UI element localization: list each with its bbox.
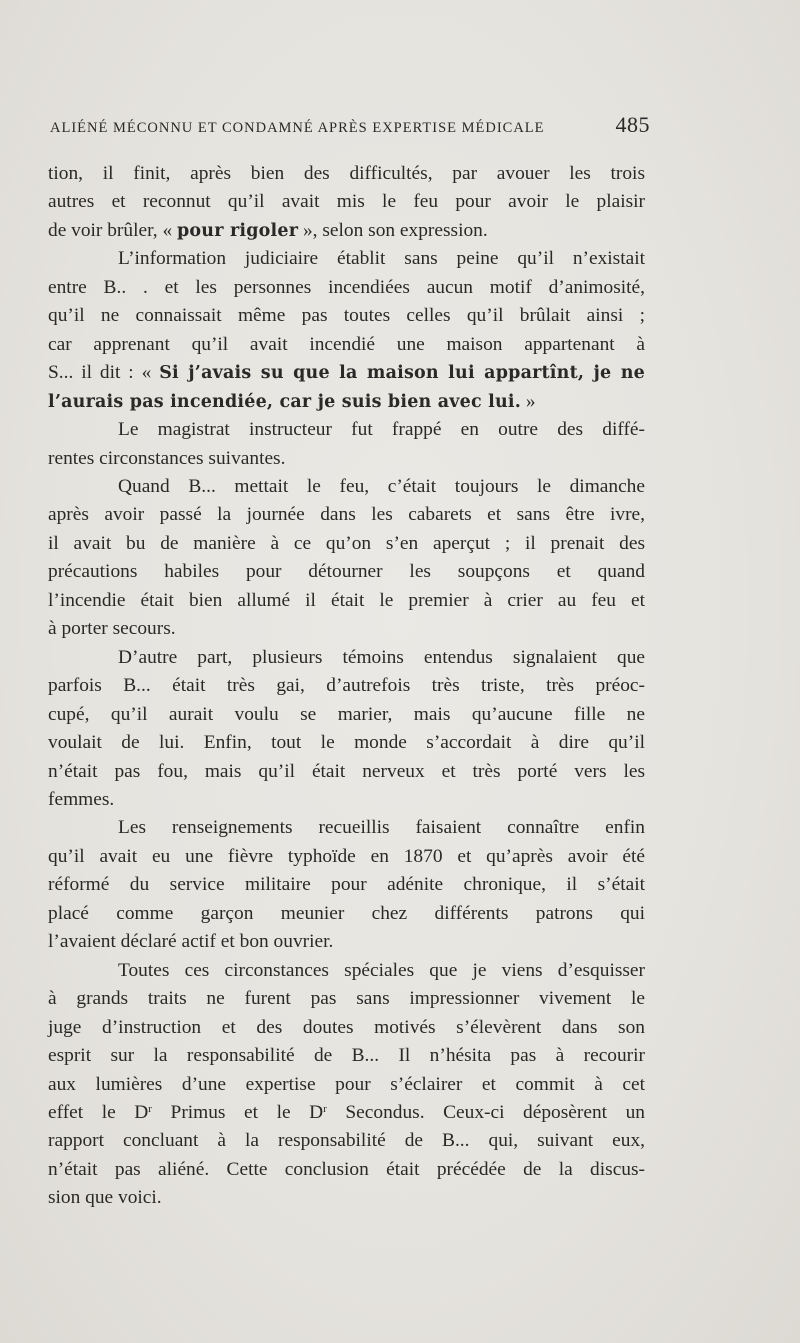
emphasized-quote: pour rigoler [177,220,299,241]
text-run: qu’il avait eu une fièvre typhoïde en 1870 et qu’après avoir été [48,845,645,867]
text-line [48,843,645,871]
page-number: 485 [615,112,650,137]
text-line [48,160,645,188]
text-run: cupé, qu’il aurait voulu se marier, mais qu’aucune fille ne [48,703,645,725]
text-run: l’avaient déclaré actif et bon ouvrier. [48,931,334,953]
text-line [48,672,645,700]
text-line [48,331,645,359]
text-run: réformé du service militaire pour adénite chronique, il s’était [48,874,645,896]
text-run: à grands traits ne furent pas sans impressionner vivement le [48,988,645,1010]
text-line [48,1184,645,1212]
text-line [48,1071,645,1099]
text-line [48,814,645,842]
text-run: entre B.. . et les personnes incendiées aucun motif d’animosité, [48,276,645,298]
text-line [48,1127,645,1155]
text-run: sion que voici. [48,1187,162,1209]
text-line [48,957,645,985]
text-run: femmes. [48,788,115,810]
text-run: car apprenant qu’il avait incendié une maison appartenant à [48,333,645,355]
emphasized-quote: l’aurais pas incendiée, car je suis bien avec lui. [48,391,522,412]
text-line [48,1099,645,1127]
text-line [48,644,645,672]
text-line [48,501,645,529]
text-line [48,900,645,928]
text-run: » [521,390,536,412]
text-line [48,786,645,814]
text-run: n’était pas fou, mais qu’il était nerveux et très porté vers les [48,760,645,782]
text-line [48,217,645,245]
text-line [48,928,645,956]
running-title: ALIÉNÉ MÉCONNU ET CONDAMNÉ APRÈS EXPERTISE MÉDICALE [50,120,545,136]
text-run: il avait bu de manière à ce qu’on s’en aperçut ; il prenait des [48,532,645,554]
text-line [48,530,645,558]
text-run: Secondus. Ceux-ci déposèrent un [326,1101,646,1123]
text-run: placé comme garçon meunier chez différents patrons qui [48,902,645,924]
text-run: aux lumières d’une expertise pour s’éclairer et commit à cet [48,1073,645,1095]
text-run: L’information judiciaire établit sans peine qu’il n’existait [118,248,645,270]
text-run: n’était pas aliéné. Cette conclusion était précédée de la discus- [48,1158,645,1180]
text-run: après avoir passé la journée dans les cabarets et sans être ivre, [48,504,645,526]
text-line [48,473,645,501]
text-run: l’incendie était bien allumé il était le premier à crier au feu et [48,589,645,611]
text-run: à porter secours. [48,618,176,640]
text-run: Les renseignements recueillis faisaient connaître enfin [118,817,645,839]
superscript: r [148,1102,152,1115]
text-run: Quand B... mettait le feu, c’était toujours le dimanche [118,475,645,497]
text-line [48,587,645,615]
text-run: Toutes ces circonstances spéciales que je viens d’esquisser [118,959,645,981]
text-line [48,245,645,273]
text-run: qu’il ne connaissait même pas toutes celles qu’il brûlait ainsi ; [48,305,645,327]
text-line [48,701,645,729]
text-line [48,302,645,330]
text-line [48,188,645,216]
emphasized-quote: Si j’avais su que la maison lui appartînt, je ne [159,363,645,384]
text-line [48,985,645,1013]
text-run: Le magistrat instructeur fut frappé en outre des diffé- [118,419,645,441]
text-line [48,615,645,643]
text-run: S... il dit : « [48,362,160,384]
text-run: voulait de lui. Enfin, tout le monde s’accordait à dire qu’il [48,732,645,754]
page-header [50,108,650,148]
text-line [48,1014,645,1042]
text-line [48,871,645,899]
text-run: rapport concluant à la responsabilité de B... qui, suivant eux, [48,1130,645,1152]
superscript: r [323,1102,327,1115]
text-run: de voir brûler, « [48,219,177,241]
text-run: autres et reconnut qu’il avait mis le feu pour avoir le plaisir [48,191,645,213]
text-run: tion, il finit, après bien des difficultés, par avouer les trois [48,163,645,184]
text-line [48,445,645,473]
text-run: esprit sur la responsabilité de B... Il n’hésita pas à recourir [48,1045,645,1067]
text-run: », selon son expression. [298,219,488,241]
text-line [48,388,645,416]
body-text [48,160,645,1213]
text-run: rentes circonstances suivantes. [48,447,286,469]
text-line [48,1156,645,1184]
text-line [48,359,645,387]
text-run: Primus et le D [151,1101,324,1123]
text-run: parfois B... était très gai, d’autrefois très triste, très préoc- [48,675,645,697]
text-line [48,758,645,786]
text-run: effet le D [48,1101,149,1123]
text-line [48,1042,645,1070]
text-line [48,416,645,444]
text-line [48,729,645,757]
text-run: juge d’instruction et des doutes motivés s’élevèrent dans son [48,1016,645,1038]
text-run: D’autre part, plusieurs témoins entendus signalaient que [118,646,645,668]
text-line [48,274,645,302]
text-line [48,558,645,586]
text-run: précautions habiles pour détourner les soupçons et quand [48,561,645,583]
